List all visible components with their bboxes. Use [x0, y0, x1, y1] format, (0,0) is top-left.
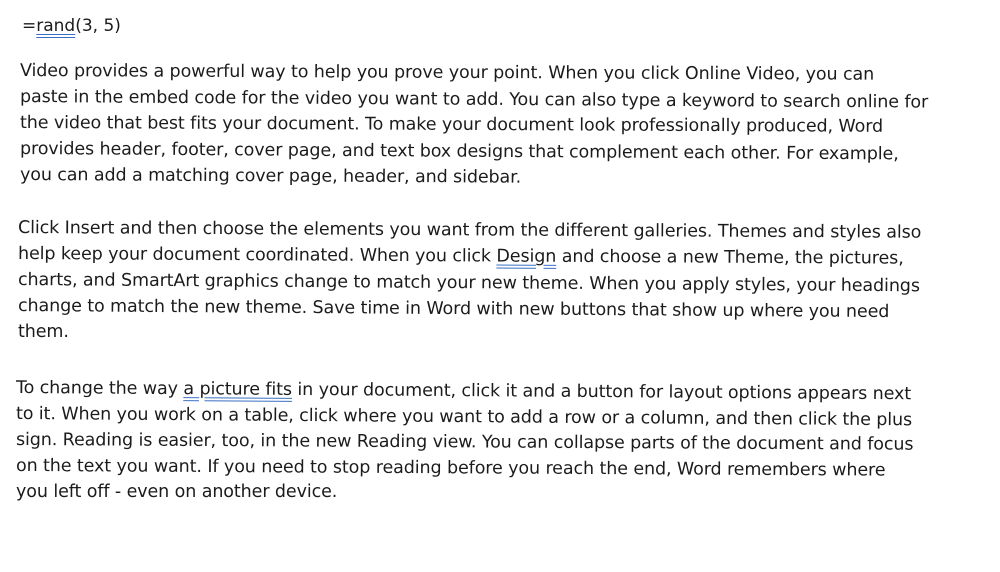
paragraph-3-line-2: to it. When you work on a table, click where you want to add a row or a column, and then click the plus — [15, 404, 913, 431]
paragraph-1-line-5: you can add a matching cover page, header, and sidebar. — [19, 165, 522, 188]
paragraph-2-line-2-start: help keep your document coordinated. When you click — [17, 244, 497, 267]
paragraph-1-line-3: the video that best fits your document. To make your document look professionally produced, Word — [19, 113, 884, 137]
paragraph-2-line-1: Click Insert and then choose the elements you want from the different galleries. Themes and styles also — [17, 218, 922, 243]
paragraph-1-line-4: provides header, footer, cover page, and text box designs that complement each other. For example, — [19, 139, 899, 165]
paragraph-3-line-3: sign. Reading is easier, too, in the new Reading view. You can collapse parts of the document and focus — [15, 430, 914, 455]
paragraph-2-line-3: charts, and SmartArt graphics change to match your new theme. When you apply styles, your headings — [17, 270, 920, 297]
paragraph-1-line-1: Video provides a powerful way to help you prove your point. When you click Online Video, you can — [19, 61, 875, 85]
paragraph-2-line-2-end: and choose a new Theme, the pictures, — [556, 246, 904, 269]
paragraph-3-line-1-start: To change the way — [15, 378, 184, 400]
paragraph-3[interactable] — [16, 375, 976, 505]
paragraph-2[interactable] — [18, 215, 978, 345]
paragraph-1-line-2: paste in the embed code for the video you want to add. You can also type a keyword to search online for — [19, 87, 929, 113]
paragraph-3-line-1-end: in your document, click it and a button for layout options appears next — [291, 379, 912, 405]
formula-arguments: (3, 5) — [75, 16, 121, 36]
paragraph-2-line-5: them. — [18, 322, 69, 342]
rand-formula-line[interactable] — [22, 14, 121, 38]
paragraph-2-line-4: change to match the new theme. Save time in Word with new buttons that show up where you need — [17, 296, 890, 323]
formula-equals: = — [22, 16, 37, 36]
paragraph-3-line-4: on the text you want. If you need to stop reading before you reach the end, Word remembers where — [15, 456, 886, 481]
paragraph-1[interactable] — [20, 58, 980, 188]
paragraph-3-line-5: you left off - even on another device. — [16, 482, 338, 502]
proofing-flagged-word-design[interactable]: Design — [496, 246, 557, 267]
formula-function-name[interactable]: rand — [36, 16, 76, 36]
proofing-flagged-phrase-a-picture-fits[interactable]: a picture fits — [183, 379, 293, 400]
